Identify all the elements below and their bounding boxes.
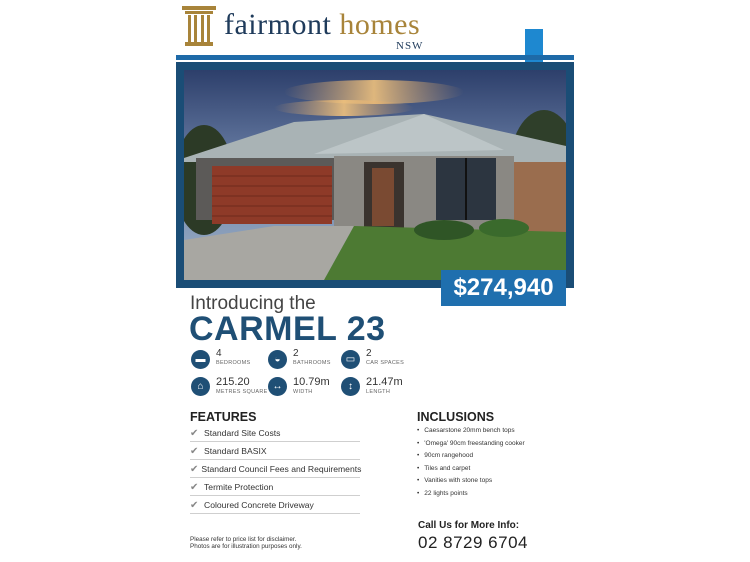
feature-label: Termite Protection [204,482,274,492]
bath-icon: ◒ [268,350,287,369]
brand-name-part1: fairmont [224,8,340,41]
spec-value: 10.79m [293,376,330,388]
feature-item [190,461,360,478]
feature-item [190,497,360,514]
feature-label: Standard Site Costs [204,428,281,438]
width-arrows-icon: ↔ [268,377,287,396]
spec-length [341,376,403,396]
disclaimer-line: Please refer to price list for disclaimer. [190,536,297,543]
inclusion-item: • Caesarstone 20mm bench tops [417,425,567,438]
bed-icon: ▬ [191,350,210,369]
model-name: CARMEL 23 [189,310,386,348]
feature-item [190,443,360,460]
inclusion-item: • 'Omega' 90cm freestanding cooker [417,438,567,451]
spec-value: 2 [366,348,372,359]
check-icon: ✔ [190,427,199,439]
intro-heading: Introducing the [190,293,316,314]
check-icon: ✔ [190,445,199,457]
inclusion-item: • 90cm rangehood [417,450,567,463]
car-icon: ▭ [341,350,360,369]
spec-value: 215.20 [216,376,250,388]
disclaimer-line: Photos are for illustration purposes only. [190,543,302,550]
house-image [184,70,566,280]
spec-label: CAR SPACES [366,360,405,366]
logo-column-icon [182,6,216,46]
feature-item [190,425,360,442]
feature-label: Coloured Concrete Driveway [204,500,314,510]
spec-width [268,376,330,396]
feature-label: Standard BASIX [204,446,267,456]
inclusion-item: • 22 lights points [417,488,567,501]
spec-label: METRES SQUARE [216,389,268,395]
house-icon: ⌂ [191,377,210,396]
brand-name [224,8,420,42]
spec-area [191,376,268,396]
check-icon: ✔ [190,499,199,511]
brand-region: NSW [396,40,424,52]
accent-strip [176,55,574,60]
brand-name-part2: homes [339,8,421,41]
feature-label: Standard Council Fees and Requirements [201,464,362,474]
length-arrows-icon: ↕ [341,377,360,396]
spec-label: LENGTH [366,389,391,395]
spec-value: 4 [216,348,222,359]
inclusion-item: • Vanities with stone tops [417,475,567,488]
contact-cta: Call Us for More Info: [418,520,520,531]
spec-label: BATHROOMS [293,360,331,366]
spec-label: BEDROOMS [216,360,251,366]
features-heading: FEATURES [190,410,257,424]
check-icon: ✔ [190,463,199,475]
contact-phone[interactable]: 02 8729 6704 [418,533,528,552]
spec-bathrooms [268,349,331,369]
disclaimer [190,536,302,550]
spec-value: 21.47m [366,376,403,388]
feature-item [190,479,360,496]
spec-label: WIDTH [293,389,313,395]
inclusions-heading: INCLUSIONS [417,410,495,424]
price-badge: $274,940 [441,270,566,306]
inclusion-item: • Tiles and carpet [417,463,567,476]
spec-bedrooms [191,349,251,369]
features-list [190,425,360,515]
spec-car-spaces [341,349,404,369]
inclusions-list [417,425,567,501]
spec-value: 2 [293,348,299,359]
check-icon: ✔ [190,481,199,493]
